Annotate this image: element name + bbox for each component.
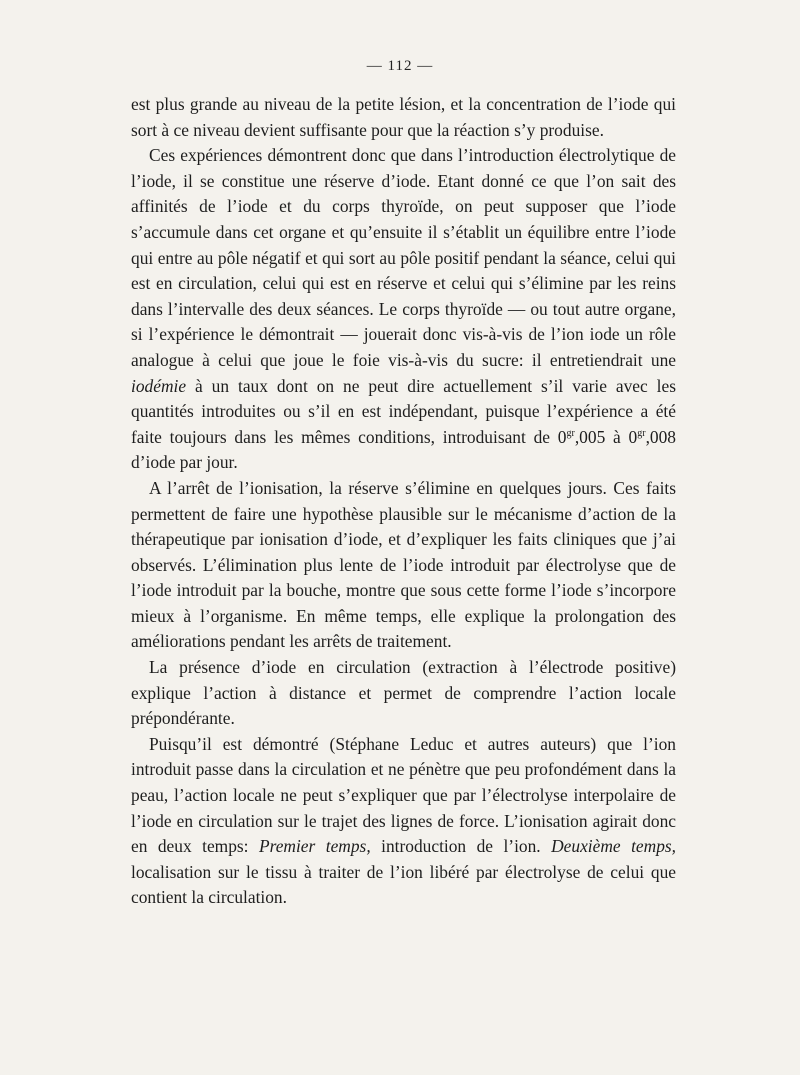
paragraph-3-text: A l’arrêt de l’ionisation, la réserve s’élimine en quelques jours. Ces faits permettent de faire une hypothèse plausible sur le mécanisme d’action de la thérapeutique par ionisation d’iode, et d’expliquer les faits cliniques que j’ai observés. L’élimination plus lente de l’iode introduit par électrolyse que de l’iode introduit par la bouche, montre que sous cette forme l’iode s’incorpore mieux à l’organisme. En même temps, elle explique la prolongation des améliorations pendant les arrêts de traitement. [131,477,676,652]
paragraph-5-text-b: introduction de l’ion. [370,836,552,857]
dose-2-unit: gr [637,427,646,439]
paragraph-5-italic-second: Deuxième temps, [551,836,677,857]
paragraph-2-italic-term: iodémie [131,375,187,396]
dose-1-unit: gr [566,427,575,439]
paragraph-1 [131,92,676,143]
paragraph-5-italic-first: Premier temps, [258,836,371,857]
dose-1-decimal: ,005 à [574,426,629,447]
body-text [131,92,676,911]
paragraph-4-text: La présence d’iode en circulation (extraction à l’électrode positive) explique l’action à distance et permet de comprendre l’action locale prépondérante. [131,657,676,729]
dose-2-value: 0 [628,426,638,447]
paragraph-2 [131,143,676,476]
paragraph-2-text-b: à un taux dont on ne peut dire actuellement s’il varie avec les quantités introduites ou s’il en est indépendant, puisque l’expérience a été faite toujours dans les mêmes conditions, introduisant de [131,375,676,447]
paragraph-4 [131,655,676,732]
dose-1-value: 0 [557,426,567,447]
paragraph-5-text-c: localisation sur le tissu à traiter de l’ion libéré par électrolyse de celui que contient la circulation. [131,861,676,908]
page-number: — 112 — [366,58,434,74]
paragraph-5-text-a: Puisqu’il est démontré (Stéphane Leduc et autres auteurs) que l’ion introduit passe dans la circulation et ne pénètre que peu profondément dans la peau, l’action locale ne peut s’expliquer que par l’électrolyse interpolaire de l’iode en circulation sur le trajet des lignes de force. L’ionisation agirait donc en deux temps: [131,733,676,857]
paragraph-1-text: est plus grande au niveau de la petite lésion, et la concentration de l’iode qui sort à ce niveau devient suffisante pour que la réaction s’y produise. [131,94,676,140]
paragraph-2-text-c: d’iode par jour. [131,452,238,473]
paragraph-5 [131,732,676,911]
paragraph-2-text-a: Ces expériences démontrent donc que dans l’introduction électrolytique de l’iode, il se constitue une réserve d’iode. Etant donné ce que l’on sait des affinités de l’iode et du corps thyroïde, on peut supposer que l’iode s’accumule dans cet organe et qu’ensuite il s’établit un équilibre entre l’iode qui entre au pôle négatif et qui sort au pôle positif pendant la séance, celui qui est en circulation, celui qui est en réserve et celui qui s’élimine par les reins dans l’intervalle des deux séances. Le corps thyroïde — ou tout autre organe, si l’expérience le démontrait — jouerait donc vis-à-vis de l’ion iode un rôle analogue à celui que joue le foie vis-à-vis du sucre: il entretiendrait une [131,145,676,370]
paragraph-3 [131,476,676,655]
dose-2-decimal: ,008 [645,426,676,447]
